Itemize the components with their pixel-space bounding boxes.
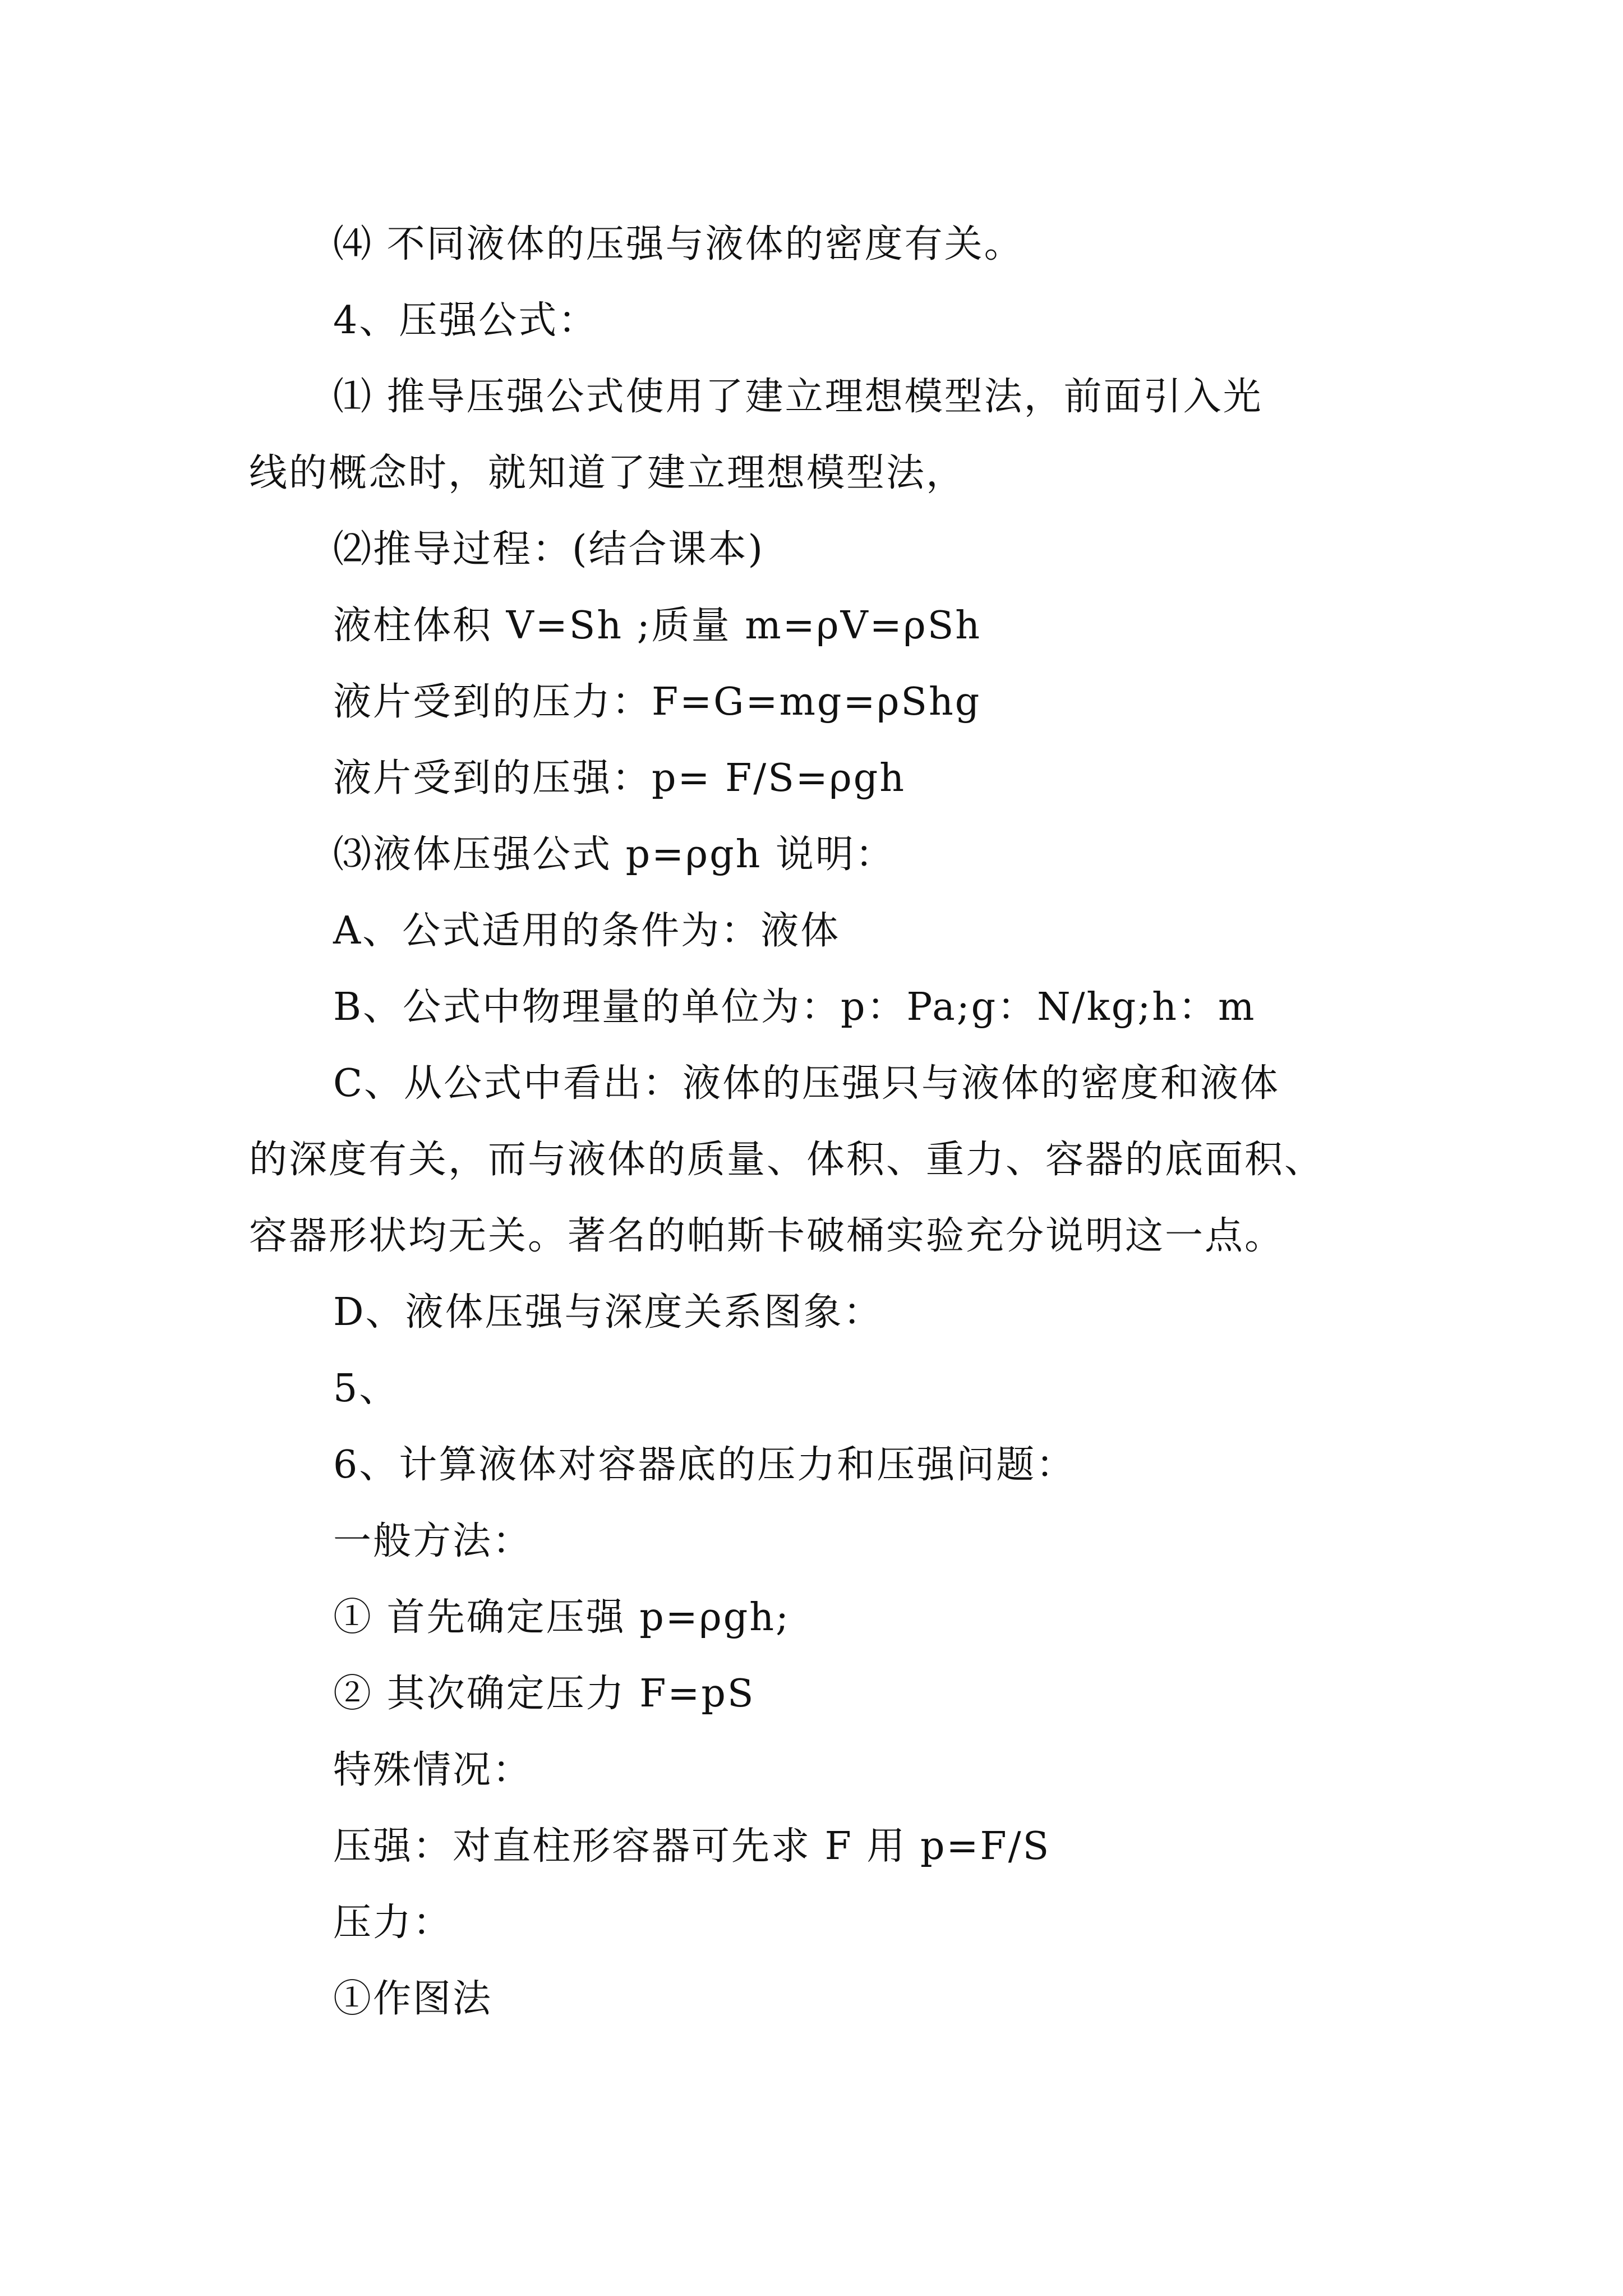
text-line-special-force: 压力： (333, 1901, 453, 1945)
text-line-general-method: 一般方法： (333, 1519, 533, 1563)
text-line-column-volume: 液柱体积 V=Sh ;质量 m=ρV=ρSh (333, 604, 982, 648)
text-line-depth-dependence: C、从公式中看出：液体的压强只与液体的密度和液体 (333, 1061, 1280, 1106)
text-line-derivation: ⑵推导过程：(结合课本) (333, 527, 765, 572)
text-line-pascal-barrel: 容器形状均无关。著名的帕斯卡破桶实验充分说明这一点。 (249, 1214, 1285, 1258)
text-line-item-5: 5、 (333, 1366, 399, 1411)
text-line-depth-graph: D、液体压强与深度关系图象： (333, 1290, 883, 1335)
text-line-special-pressure: 压强：对直柱形容器可先求 F 用 p=F/S (333, 1824, 1051, 1869)
text-line-condition: A、公式适用的条件为：液体 (333, 909, 841, 953)
text-line-formula-notes: ⑶液体压强公式 p=ρgh 说明： (333, 832, 896, 877)
text-line-pressure-formula-heading: 4、压强公式： (333, 298, 598, 343)
text-line-special-cases: 特殊情况： (333, 1748, 533, 1792)
text-line-units: B、公式中物理量的单位为：p：Pa;g：N/kg;h：m (333, 985, 1256, 1029)
text-line-force-on-sheet: 液片受到的压力：F=G=mg=ρShg (333, 680, 981, 724)
text-line-depth-dependence-cont: 的深度有关，而与液体的质量、体积、重力、容器的底面积、 (249, 1138, 1325, 1182)
text-line-liquid-density: ⑷ 不同液体的压强与液体的密度有关。 (333, 222, 1024, 266)
text-line-pressure-on-sheet: 液片受到的压强：p= F/S=ρgh (333, 756, 906, 800)
text-line-step-1: ① 首先确定压强 p=ρgh; (333, 1595, 790, 1640)
text-line-step-2: ② 其次确定压力 F=pS (333, 1672, 755, 1716)
text-line-item-6: 6、计算液体对容器底的压力和压强问题： (333, 1443, 1076, 1487)
text-line-ideal-model: ⑴ 推导压强公式使用了建立理想模型法，前面引入光 (333, 375, 1263, 419)
document-body (249, 206, 1393, 2037)
text-line-ideal-model-cont: 线的概念时，就知道了建立理想模型法， (249, 451, 966, 495)
text-line-drawing-method: ①作图法 (333, 1977, 493, 2021)
